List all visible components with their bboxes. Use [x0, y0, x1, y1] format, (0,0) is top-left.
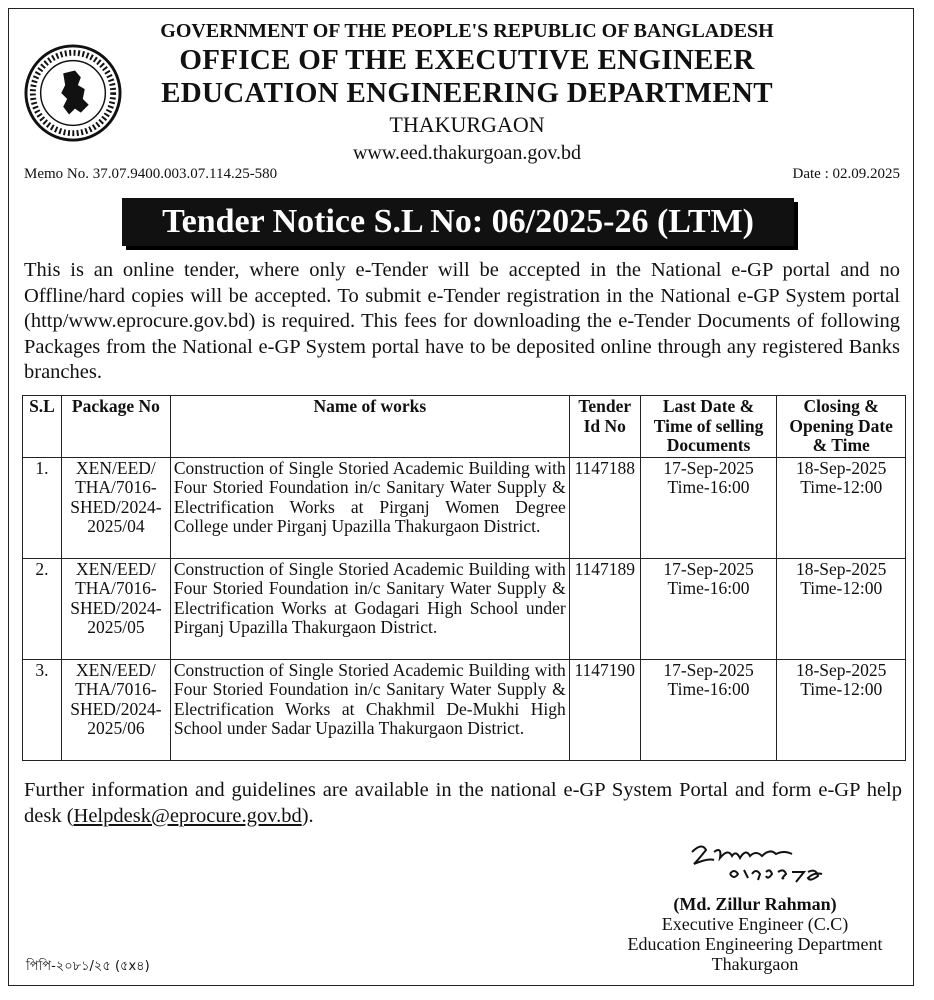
close-date: 18-Sep-2025 [795, 457, 887, 478]
cell-work: Construction of Single Storied Academic Building with Four Storied Foundation in/c Sanitary Water Supply & Electrification Works at Chakhmil De-Mukhi High School under Sadar Upazilla Thakurgaon District. [170, 659, 569, 760]
cell-work: Construction of Single Storied Academic Building with Four Storied Foundation in/c Sanitary Water Supply & Electrification Works at Pirganj Women Degree College under Pirganj Upazilla Thakurgaon District. [170, 457, 569, 558]
table-row [23, 457, 906, 558]
cell-tender-id: 1147188 [569, 457, 640, 558]
signatory-block [600, 894, 910, 974]
table-header-row [23, 396, 906, 458]
last-date: 17-Sep-2025 [663, 659, 754, 680]
signatory-city: Thakurgaon [711, 954, 799, 974]
last-time: Time-16:00 [667, 679, 750, 699]
cell-package: XEN/EED/ THA/7016- SHED/2024- 2025/04 [61, 457, 170, 558]
cell-last-date [640, 659, 777, 760]
signatory-name: (Md. Zillur Rahman) [673, 894, 837, 914]
cell-closing [777, 558, 906, 659]
city-heading: THAKURGAON [389, 112, 545, 137]
table-row [23, 558, 906, 659]
cell-sl: 2. [23, 558, 62, 659]
cell-sl: 1. [23, 457, 62, 558]
cell-sl: 3. [23, 659, 62, 760]
office-heading: OFFICE OF THE EXECUTIVE ENGINEER [179, 44, 755, 76]
close-date: 18-Sep-2025 [795, 659, 887, 680]
cell-tender-id: 1147190 [569, 659, 640, 760]
last-date: 17-Sep-2025 [663, 457, 754, 478]
signatory-title: Executive Engineer (C.C) [661, 914, 849, 934]
col-header-works: Name of works [170, 396, 569, 458]
col-header-tender-id: Tender Id No [569, 396, 640, 458]
further-info-paragraph [24, 778, 902, 829]
last-date: 17-Sep-2025 [663, 558, 754, 579]
website-link[interactable]: www.eed.thakurgoan.gov.bd [352, 142, 582, 164]
cell-package: XEN/EED/ THA/7016- SHED/2024- 2025/06 [61, 659, 170, 760]
helpdesk-email-link[interactable]: Helpdesk@eprocure.gov.bd [73, 804, 302, 827]
cell-work: Construction of Single Storied Academic Building with Four Storied Foundation in/c Sanitary Water Supply & Electrification Works at Godagari High School under Pirganj Upazilla Thakurgaon District. [170, 558, 569, 659]
govt-heading: GOVERNMENT OF THE PEOPLE'S REPUBLIC OF BANGLADESH [160, 20, 774, 42]
intro-paragraph: This is an online tender, where only e-Tender will be accepted in the National e-GP portal and no Offline/hard copies will be accepted. To submit e-Tender registration in the National e-GP System portal (http/www.eprocure.gov.bd) is required. This fees for downloading the e-Tender Documents of following Packages from the National e-GP System portal have to be deposited online through any registered Banks branches. [24, 259, 900, 383]
cell-tender-id: 1147189 [569, 558, 640, 659]
cell-closing [777, 457, 906, 558]
col-header-last-date: Last Date & Time of selling Documents [640, 396, 777, 458]
last-time: Time-16:00 [667, 477, 750, 497]
close-date: 18-Sep-2025 [795, 558, 887, 579]
department-heading: EDUCATION ENGINEERING DEPARTMENT [161, 77, 773, 109]
further-info-end: ). [301, 804, 314, 827]
cell-package: XEN/EED/ THA/7016- SHED/2024- 2025/05 [61, 558, 170, 659]
cell-closing [777, 659, 906, 760]
close-time: Time-12:00 [800, 679, 883, 699]
col-header-package: Package No [61, 396, 170, 458]
signatory-department: Education Engineering Department [627, 934, 883, 954]
close-time: Time-12:00 [800, 578, 883, 598]
further-info-text: Further information and guidelines are available in the national e-GP System Portal and form e-GP help desk ( [24, 779, 902, 827]
table-row [23, 659, 906, 760]
last-time: Time-16:00 [667, 578, 750, 598]
memo-number: Memo No. 37.07.9400.003.07.114.25-580 [24, 166, 278, 182]
close-time: Time-12:00 [800, 477, 883, 497]
publication-code: পিপি-২০৮১/২৫ (৫x৪) [26, 959, 150, 974]
cell-last-date [640, 457, 777, 558]
cell-last-date [640, 558, 777, 659]
tender-table [22, 395, 906, 761]
notice-date: Date : 02.09.2025 [792, 166, 900, 182]
col-header-closing: Closing & Opening Date & Time [777, 396, 906, 458]
col-header-sl: S.L [23, 396, 62, 458]
notice-title-banner: Tender Notice S.L No: 06/2025-26 (LTM) [122, 198, 794, 246]
handwritten-signature [684, 838, 834, 888]
